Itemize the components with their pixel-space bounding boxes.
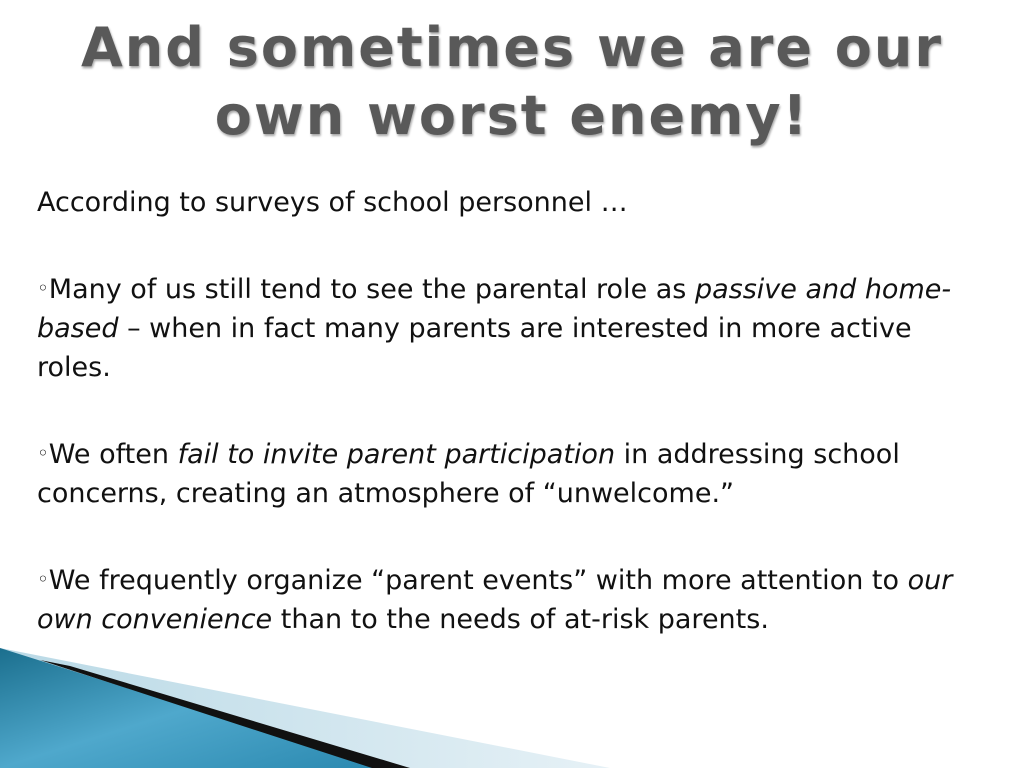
bullet-emphasis: passive and home-based <box>37 274 952 344</box>
slide-title: And sometimes we are our own worst enemy! <box>81 16 943 147</box>
bullet-icon: ◦ <box>37 441 49 465</box>
bullet-text: We often <box>48 439 178 470</box>
slide-body <box>37 183 977 686</box>
bullet-text: in addressing school concerns, creating an atmosphere of “unwelcome.” <box>37 439 900 509</box>
bullet-text: than to the needs of at-risk parents. <box>272 604 769 635</box>
bullet-item-2 <box>37 434 977 513</box>
intro-text: According to surveys of school personnel … <box>37 187 628 218</box>
bullet-icon: ◦ <box>37 567 49 591</box>
bullet-icon: ◦ <box>37 276 49 300</box>
bullet-item-3 <box>37 560 977 639</box>
bullet-text: Many of us still tend to see the parental role as <box>48 274 695 305</box>
bullet-text: We frequently organize “parent events” with more attention to <box>48 565 908 596</box>
bullet-text: – when in fact many parents are interested in more active roles. <box>37 313 912 383</box>
bullet-item-1 <box>37 269 977 387</box>
bullet-emphasis: our own convenience <box>37 565 953 635</box>
bullet-emphasis: fail to invite parent participation <box>177 439 616 470</box>
